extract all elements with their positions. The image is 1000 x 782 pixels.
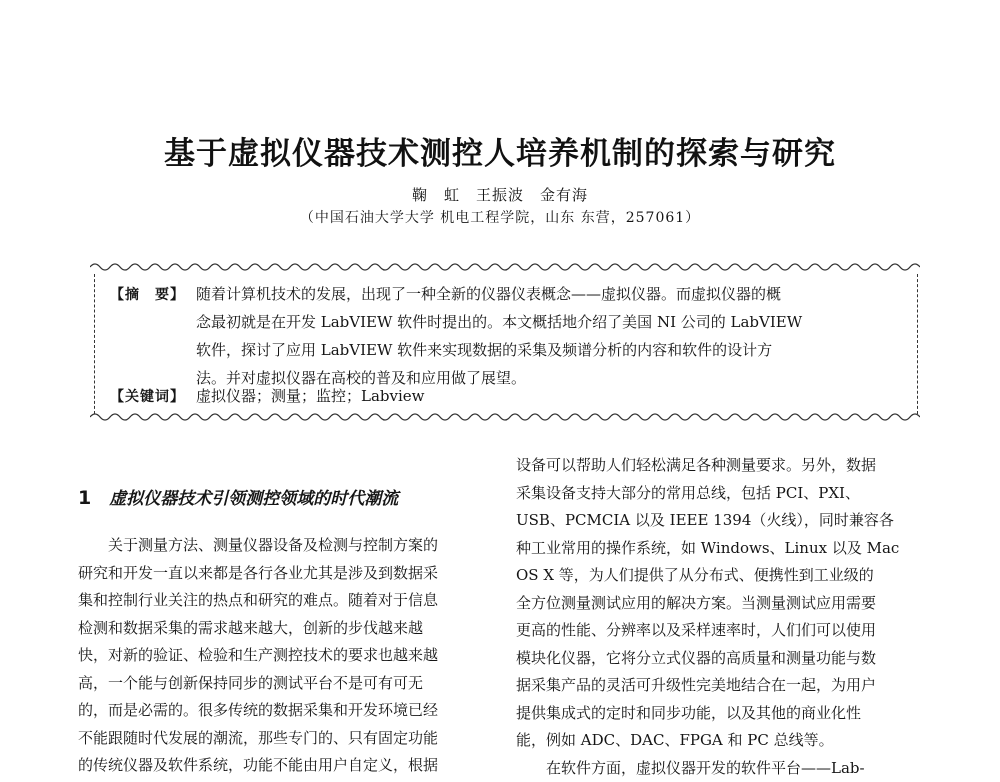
keywords-label: 【关键词】	[110, 383, 196, 411]
abstract-line: 念最初就是在开发 LabVIEW 软件时提出的。本文概括地介绍了美国 NI 公司的 LabVIEW	[196, 308, 896, 336]
affiliation: （中国石油大学大学 机电工程学院，山东 东营，257061）	[0, 207, 1000, 227]
body-line: 据采集产品的灵活可升级性完美地结合在一起，为用户	[516, 672, 926, 700]
body-line: USB、PCMCIA 以及 IEEE 1394（火线），同时兼容各	[516, 507, 926, 535]
body-line: 快，对新的验证、检验和生产测控技术的要求也越来越	[78, 642, 488, 670]
abstract-line: 随着计算机技术的发展，出现了一种全新的仪器仪表概念——虚拟仪器。而虚拟仪器的概	[196, 280, 896, 308]
abstract-line: 软件，探讨了应用 LabVIEW 软件来实现数据的采集及频谱分析的内容和软件的设计方	[196, 336, 896, 364]
body-line: 全方位测量测试应用的解决方案。当测量测试应用需要	[516, 590, 926, 618]
abstract-top-border	[90, 260, 920, 274]
section-number: 1	[78, 487, 91, 509]
body-line: OS X 等，为人们提供了从分布式、便携性到工业级的	[516, 562, 926, 590]
body-line: 检测和数据采集的需求越来越大，创新的步伐越来越	[78, 615, 488, 643]
author-list: 鞠 虹 王振波 金有海	[0, 184, 1000, 205]
body-line: 设备可以帮助人们轻松满足各种测量要求。另外，数据	[516, 452, 926, 480]
body-line: 关于测量方法、测量仪器设备及检测与控制方案的	[78, 532, 488, 560]
section-title: 虚拟仪器技术引领测控领域的时代潮流	[109, 489, 398, 509]
abstract-label: 【摘 要】	[110, 281, 196, 309]
body-line: 能，例如 ADC、DAC、FPGA 和 PC 总线等。	[516, 727, 926, 755]
abstract-line: 法。并对虚拟仪器在高校的普及和应用做了展望。	[196, 364, 896, 392]
body-line: 的，而是必需的。很多传统的数据采集和开发环境已经	[78, 697, 488, 725]
body-line: 提供集成式的定时和同步功能，以及其他的商业化性	[516, 700, 926, 728]
body-line: 种工业常用的操作系统，如 Windows、Linux 以及 Mac	[516, 535, 926, 563]
body-line: 研究和开发一直以来都是各行各业尤其是涉及到数据采	[78, 560, 488, 588]
keywords-text: 虚拟仪器；测量；监控；Labview	[196, 382, 896, 410]
body-line: 集和控制行业关注的热点和研究的难点。随着对于信息	[78, 587, 488, 615]
right-column	[516, 452, 926, 782]
body-line: 采集设备支持大部分的常用总线，包括 PCI、PXI、	[516, 480, 926, 508]
paper-title: 基于虚拟仪器技术测控人培养机制的探索与研究	[0, 128, 1000, 173]
abstract-bottom-border	[90, 410, 920, 424]
keywords-block	[110, 382, 910, 411]
body-line: 模块化仪器，它将分立式仪器的高质量和测量功能与数	[516, 645, 926, 673]
body-line: 在软件方面，虚拟仪器开发的软件平台——Lab-	[516, 755, 926, 782]
body-line: 不能跟随时代发展的潮流，那些专门的、只有固定功能	[78, 725, 488, 753]
body-line: 更高的性能、分辨率以及采样速率时，人们们可以使用	[516, 617, 926, 645]
abstract-block	[110, 280, 910, 392]
left-column	[78, 532, 488, 780]
section-heading	[78, 484, 398, 509]
body-line: 的传统仪器及软件系统，功能不能由用户自定义，根据	[78, 752, 488, 780]
body-line: 高，一个能与创新保持同步的测试平台不是可有可无	[78, 670, 488, 698]
